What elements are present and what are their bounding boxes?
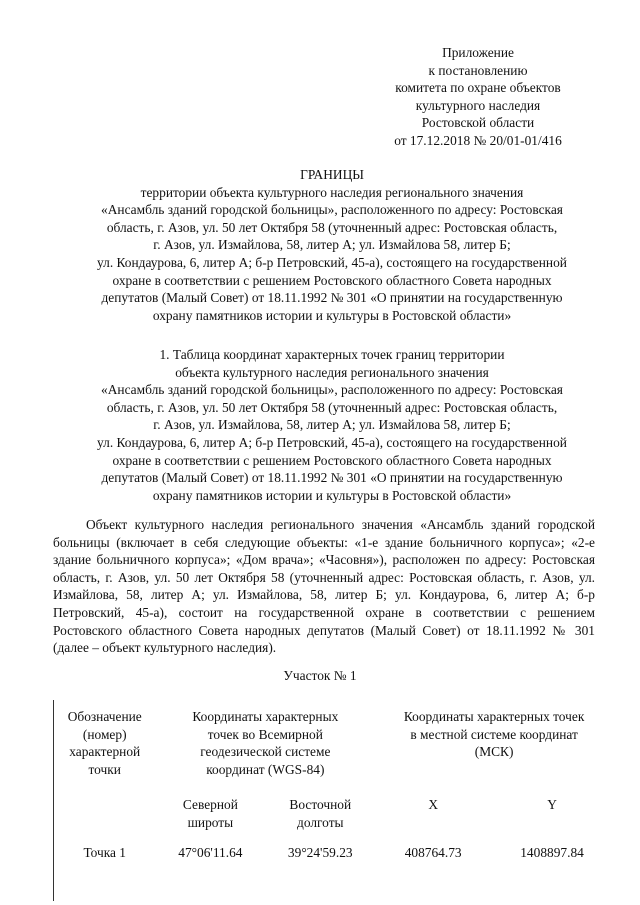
table-heading-line: объекта культурного наследия регионального значения <box>175 364 489 380</box>
borders-line: охране в соответствии с решением Ростовского областного Совета народных <box>112 272 552 288</box>
table-heading-line: г. Азов, ул. Измайлова, 58, литер А; ул. Измайлова 58, литер Б; <box>153 417 511 433</box>
borders-line: г. Азов, ул. Измайлова, 58, литер А; ул. Измайлова 58, литер Б; <box>153 237 511 253</box>
table-heading-line: охрану памятников истории и культуры в Ростовской области» <box>152 487 512 503</box>
plot-title: Участок № 1 <box>283 668 357 683</box>
subheader-east: Восточной долготы <box>289 797 352 830</box>
borders-section <box>40 166 624 324</box>
borders-line: «Ансамбль зданий городской больницы», расположенного по адресу: Ростовская <box>101 202 563 218</box>
appendix-line: культурного наследия <box>415 97 541 113</box>
appendix-line: к постановлению <box>428 62 528 78</box>
borders-line: область, г. Азов, ул. 50 лет Октября 58 (уточненный адрес: Ростовская область, <box>106 219 558 235</box>
table-heading-line: 1. Таблица координат характерных точек границ территории <box>159 347 505 362</box>
table-heading-line: ул. Кондаурова, 6, литер А; б-р Петровский, 45-а), состоящего на государственной <box>97 434 567 450</box>
subheader-empty <box>54 784 156 831</box>
table-heading-line: охране в соответствии с решением Ростовского областного Совета народных <box>112 452 552 468</box>
borders-line: охрану памятников истории и культуры в Ростовской области» <box>152 307 512 323</box>
cell-x: 408764.73 <box>404 844 462 860</box>
borders-line: ул. Кондаурова, 6, литер А; б-р Петровский, 45-а), состоящего на государственной <box>97 254 567 270</box>
table-header-row <box>54 700 614 784</box>
subheader-x: X <box>428 797 438 813</box>
cell-north: 47°06'11.64 <box>178 844 243 860</box>
table-heading-line: депутатов (Малый Совет) от 18.11.1992 № 301 «О принятии на государственную <box>101 470 563 486</box>
appendix-line: от 17.12.2018 № 20/01-01/416 <box>394 132 562 148</box>
subheader-north: Северной широты <box>182 797 238 830</box>
borders-line: депутатов (Малый Совет) от 18.11.1992 № 301 «О принятии на государственную <box>101 290 563 306</box>
table-heading-section <box>40 346 624 504</box>
table-heading-line: «Ансамбль зданий городской больницы», расположенного по адресу: Ростовская <box>101 382 563 398</box>
appendix-line: Ростовской области <box>421 115 535 131</box>
coordinates-table <box>53 700 613 901</box>
table-subheader-row <box>54 784 614 831</box>
subheader-y: Y <box>547 797 557 813</box>
appendix-line: Приложение <box>442 45 514 60</box>
appendix-header <box>380 44 576 150</box>
appendix-line: комитета по охране объектов <box>395 80 561 96</box>
cell-east: 39°24'59.23 <box>287 844 353 860</box>
cell-y: 1408897.84 <box>520 844 584 860</box>
body-paragraph: Объект культурного наследия регионального значения «Ансамбль зданий городской больницы (включает в себя следующие объекты: «1-е здание больничного корпуса»; «2-е здание больничного корпуса»; «Дом врача»; «Часовня»), расположен по адресу: Ростовская область, г. Азов, ул. 50 лет Октября 58 (уточненный адрес: Ростовская область, г. Азов, ул. Измайлова, 58, литер А; ул. Измайлова, 58, литер Б; ул. Кондаурова, 6, литер А; б-р Петровский, 45-а), состоит на государственной охране в соответствии с решением Ростовского областного Совета народных депутатов (Малый Совет) от 18.11.1992 № 301 (далее – объект культурного наследия). <box>53 517 595 656</box>
header-point: Обозначение (номер) характерной точки <box>54 700 156 784</box>
borders-line: территории объекта культурного наследия регионального значения <box>140 184 524 200</box>
borders-title: ГРАНИЦЫ <box>300 167 364 182</box>
header-wgs: Координаты характерных точек во Всемирной геодезической системе координат (WGS-84) <box>192 709 339 777</box>
cell-point: Точка 1 <box>54 832 156 902</box>
header-msk: Координаты характерных точек в местной системе координат (МСК) <box>403 709 585 760</box>
table-heading-line: область, г. Азов, ул. 50 лет Октября 58 (уточненный адрес: Ростовская область, <box>106 399 558 415</box>
table-row <box>54 832 614 902</box>
